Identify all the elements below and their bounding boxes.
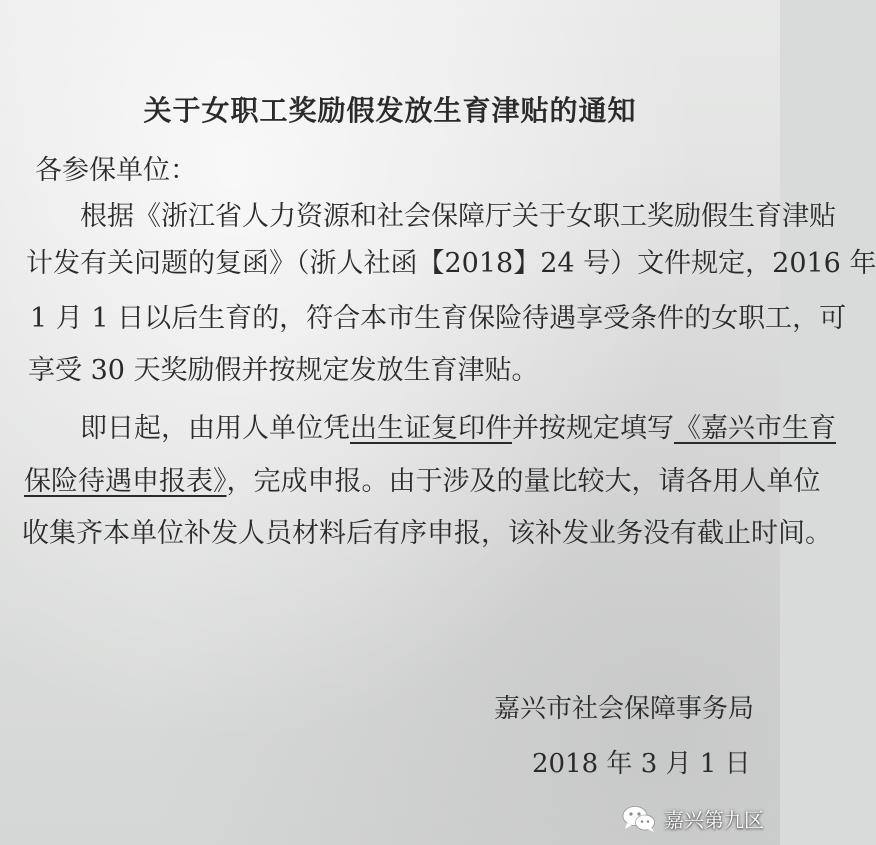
paragraph-1-line-2: 计发有关问题的复函》（浙人社函【2018】24 号）文件规定，2016 年	[26, 248, 876, 279]
paragraph-2-text-b: 并按规定填写	[512, 413, 674, 444]
paragraph-1-line-4: 享受 30 天奖励假并按规定发放生育津贴。	[28, 355, 539, 386]
application-form-name-part-2: 保险待遇申报表》	[24, 466, 227, 497]
salutation: 各参保单位：	[35, 155, 197, 186]
watermark-text: 嘉兴第九区	[664, 808, 764, 832]
paragraph-2-line-3: 收集齐本单位补发人员材料后有序申报，该补发业务没有截止时间。	[22, 518, 832, 549]
birth-certificate-copy: 出生证复印件	[350, 413, 512, 444]
document-date: 2018 年 3 月 1 日	[532, 749, 751, 779]
paragraph-2-text-c: ，完成申报。由于涉及的量比较大，请各用人单位	[226, 466, 821, 497]
application-form-name-part-1: 《嘉兴市生育	[674, 413, 836, 444]
paragraph-2-line-1	[80, 415, 836, 442]
paragraph-1-line-3: 1 月 1 日以后生育的，符合本市生育保险待遇享受条件的女职工，可	[30, 303, 847, 334]
paragraph-1-line-1: 根据《浙江省人力资源和社会保障厅关于女职工奖励假生育津贴	[80, 201, 836, 232]
paragraph-2-text-a: 即日起，由用人单位凭	[80, 413, 350, 444]
watermark	[622, 804, 764, 833]
paragraph-2-line-2	[24, 468, 821, 495]
signature: 嘉兴市社会保障事务局	[494, 694, 755, 724]
wechat-icon	[622, 805, 656, 833]
document-title: 关于女职工奖励假发放生育津贴的通知	[143, 94, 637, 127]
